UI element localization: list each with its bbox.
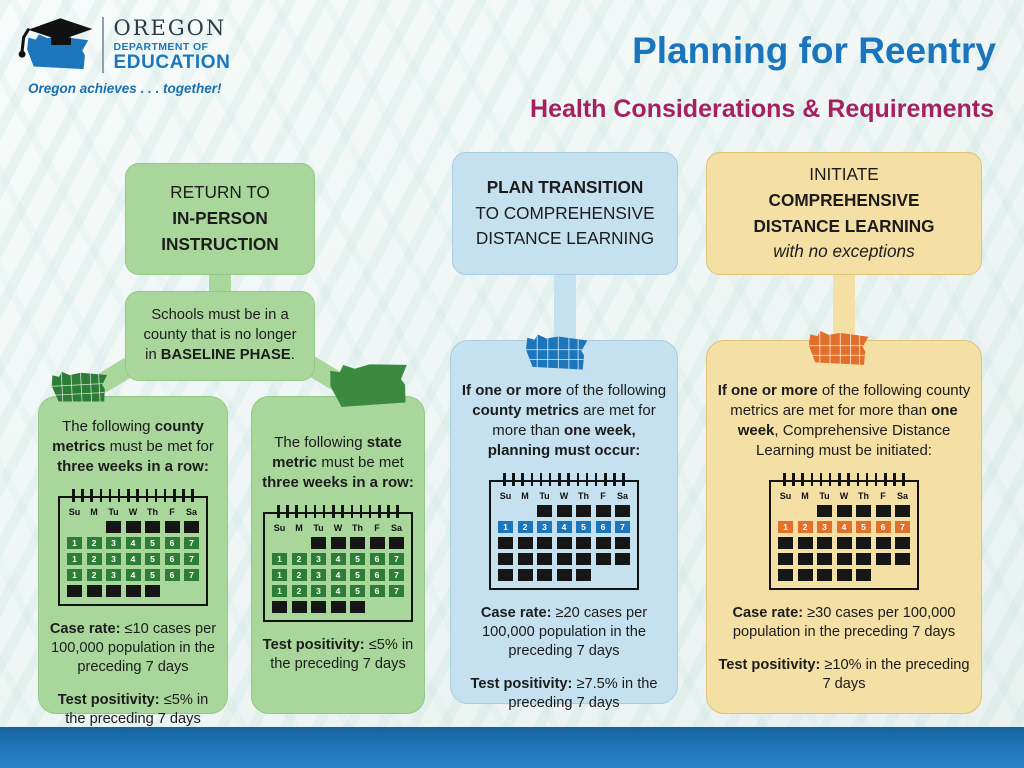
header-line: with no exceptions bbox=[773, 241, 915, 262]
green-branch-county-intro bbox=[49, 417, 217, 477]
calendar-cell: 1 bbox=[272, 585, 287, 597]
calendar-week-row bbox=[498, 505, 630, 517]
green-branch-county-box bbox=[38, 396, 228, 727]
bottom-accent-bar bbox=[0, 727, 1024, 768]
day-label: Su bbox=[68, 506, 81, 517]
calendar-cell bbox=[895, 505, 910, 517]
calendar-cell bbox=[518, 553, 533, 565]
calendar-cell bbox=[596, 537, 611, 549]
calendar-cell: 1 bbox=[498, 521, 513, 533]
calendar-cell bbox=[856, 505, 871, 517]
text-segment: ≥30 cases per 100,000 population in the preceding 7 days bbox=[732, 604, 956, 640]
text-segment: three weeks in a row: bbox=[57, 457, 209, 475]
calendar-day-headers bbox=[498, 491, 630, 501]
text-segment: ≥10% in the preceding 7 days bbox=[820, 656, 970, 692]
calendar-cell bbox=[389, 537, 404, 549]
calendar-cell: 5 bbox=[145, 553, 160, 565]
calendar-cell: 2 bbox=[798, 521, 813, 533]
calendar-cell bbox=[557, 569, 572, 581]
day-label: Th bbox=[858, 490, 869, 501]
day-label: F bbox=[374, 522, 380, 533]
calendar-cell bbox=[557, 537, 572, 549]
calendar-cell bbox=[817, 537, 832, 549]
calendar-cell: 2 bbox=[518, 521, 533, 533]
text-segment: BASELINE PHASE bbox=[160, 346, 291, 363]
calendar-cell bbox=[537, 569, 552, 581]
calendar-cell bbox=[876, 505, 891, 517]
calendar-cell: 2 bbox=[292, 553, 307, 565]
text-segment: county metrics bbox=[472, 401, 579, 419]
calendar-cell bbox=[876, 537, 891, 549]
day-label: Sa bbox=[896, 490, 908, 501]
calendar-cell: 2 bbox=[292, 569, 307, 581]
calendar-cell bbox=[272, 537, 287, 549]
page-subtitle: Health Considerations & Requirements bbox=[530, 95, 994, 123]
calendar-cell bbox=[370, 601, 385, 613]
calendar-cell: 6 bbox=[165, 553, 180, 565]
day-label: Th bbox=[578, 490, 589, 501]
day-label: Sa bbox=[185, 506, 197, 517]
yellow-body-box bbox=[706, 340, 982, 714]
calendar-week-row bbox=[498, 537, 630, 549]
calendar-cell: 7 bbox=[389, 585, 404, 597]
text-segment: are met for more than bbox=[492, 401, 656, 439]
day-label: Sa bbox=[616, 490, 628, 501]
header-line: DISTANCE LEARNING bbox=[475, 228, 655, 249]
calendar-cell: 1 bbox=[272, 553, 287, 565]
green-header-text bbox=[161, 180, 278, 257]
calendar-cell bbox=[518, 569, 533, 581]
day-label: W bbox=[839, 490, 849, 501]
calendar-week-row bbox=[272, 537, 404, 549]
calendar-cell: 4 bbox=[331, 585, 346, 597]
calendar-cell: 5 bbox=[145, 537, 160, 549]
calendar-cell bbox=[87, 585, 102, 597]
header-line: COMPREHENSIVE bbox=[768, 189, 920, 210]
calendar-cell bbox=[350, 537, 365, 549]
calendar-cell: 1 bbox=[778, 521, 793, 533]
text-segment: Case rate: bbox=[480, 604, 552, 621]
calendar-cell bbox=[798, 569, 813, 581]
calendar-cell: 4 bbox=[126, 569, 141, 581]
calendar-day-headers bbox=[778, 491, 910, 501]
calendar-cell bbox=[331, 601, 346, 613]
calendar-cell bbox=[557, 505, 572, 517]
county-metrics-calendar bbox=[39, 489, 227, 606]
calendar-cell bbox=[106, 521, 121, 533]
graduation-cap-oregon-icon bbox=[16, 12, 100, 78]
text-segment: Test positivity: bbox=[57, 691, 160, 708]
calendar-cell bbox=[126, 585, 141, 597]
calendar-cell bbox=[876, 569, 891, 581]
day-label: Tu bbox=[819, 490, 830, 501]
calendar-cell: 5 bbox=[856, 521, 871, 533]
calendar-week-row bbox=[778, 553, 910, 565]
calendar-cell: 1 bbox=[272, 569, 287, 581]
day-label: W bbox=[333, 522, 343, 533]
calendar-cell: 3 bbox=[311, 585, 326, 597]
calendar-cell bbox=[126, 521, 141, 533]
calendar-binder-rings bbox=[783, 473, 905, 486]
calendar-cell: 1 bbox=[67, 537, 82, 549]
calendar-week-row bbox=[67, 585, 199, 597]
calendar-binder-rings bbox=[72, 489, 194, 502]
test-positivity-stat bbox=[49, 691, 217, 729]
calendar-cell bbox=[876, 553, 891, 565]
calendar-cell bbox=[165, 521, 180, 533]
yellow-header-box bbox=[706, 152, 982, 275]
calendar-cell: 7 bbox=[389, 569, 404, 581]
calendar-cell: 5 bbox=[350, 569, 365, 581]
calendar-cell bbox=[856, 553, 871, 565]
calendar-cell: 3 bbox=[106, 569, 121, 581]
calendar-cell: 2 bbox=[292, 585, 307, 597]
text-segment: one week, planning must occur: bbox=[487, 421, 641, 459]
ode-logo bbox=[16, 12, 246, 96]
calendar-week-row bbox=[67, 537, 199, 549]
calendar-cell: 7 bbox=[895, 521, 910, 533]
calendar-day-headers bbox=[67, 507, 199, 517]
day-label: F bbox=[600, 490, 606, 501]
calendar-binder-rings bbox=[503, 473, 625, 486]
day-label: M bbox=[295, 522, 303, 533]
blue-body-box bbox=[450, 340, 678, 711]
calendar-cell bbox=[895, 537, 910, 549]
calendar-cell bbox=[798, 553, 813, 565]
text-segment: one week bbox=[737, 401, 958, 439]
calendar-week-row bbox=[272, 601, 404, 613]
calendar-cell: 6 bbox=[596, 521, 611, 533]
calendar-cell bbox=[817, 569, 832, 581]
calendar-cell bbox=[576, 505, 591, 517]
blue-body-intro bbox=[461, 381, 667, 461]
calendar-week-row bbox=[778, 521, 910, 533]
calendar-cell bbox=[596, 505, 611, 517]
calendar-cell: 6 bbox=[165, 537, 180, 549]
day-label: M bbox=[90, 506, 98, 517]
calendar-week-row bbox=[778, 537, 910, 549]
text-segment: ≤5% in the preceding 7 days bbox=[65, 691, 209, 727]
calendar-week-row bbox=[778, 505, 910, 517]
calendar-cell bbox=[778, 537, 793, 549]
calendar-cell bbox=[145, 585, 160, 597]
calendar-cell bbox=[518, 537, 533, 549]
day-label: F bbox=[169, 506, 175, 517]
calendar-cell: 3 bbox=[537, 521, 552, 533]
text-segment: county metrics bbox=[52, 418, 204, 455]
calendar-cell: 7 bbox=[615, 521, 630, 533]
calendar-cell: 6 bbox=[165, 569, 180, 581]
calendar-cell bbox=[184, 521, 199, 533]
calendar-cell: 2 bbox=[87, 569, 102, 581]
calendar-cell bbox=[837, 537, 852, 549]
text-segment: ≥20 cases per 100,000 population in the preceding 7 days bbox=[482, 604, 648, 659]
calendar-cell bbox=[67, 521, 82, 533]
calendar-cell bbox=[615, 553, 630, 565]
calendar-cell bbox=[778, 569, 793, 581]
calendar-cell: 5 bbox=[350, 585, 365, 597]
calendar-cell bbox=[837, 505, 852, 517]
calendar-cell bbox=[778, 553, 793, 565]
calendar-cell bbox=[837, 569, 852, 581]
text-segment: Test positivity: bbox=[718, 656, 821, 673]
calendar-cell bbox=[311, 601, 326, 613]
calendar-cell: 7 bbox=[184, 553, 199, 565]
calendar-cell bbox=[856, 537, 871, 549]
calendar-binder-rings bbox=[277, 505, 399, 518]
org-name-department-of: DEPARTMENT OF bbox=[113, 41, 209, 54]
state-metric-calendar bbox=[252, 505, 424, 622]
calendar-cell bbox=[537, 505, 552, 517]
calendar-cell bbox=[498, 505, 513, 517]
green-note-text bbox=[140, 306, 300, 366]
calendar-week-row bbox=[778, 569, 910, 581]
calendar-cell bbox=[165, 585, 180, 597]
calendar-cell bbox=[106, 585, 121, 597]
text-segment: ≥7.5% in the preceding 7 days bbox=[508, 675, 658, 711]
text-segment: The following bbox=[62, 418, 155, 435]
calendar-widget bbox=[58, 489, 208, 606]
day-label: Tu bbox=[313, 522, 324, 533]
calendar-cell bbox=[272, 601, 287, 613]
case-rate-stat bbox=[717, 604, 971, 642]
green-branch-state-box bbox=[251, 396, 425, 714]
calendar-cell bbox=[576, 553, 591, 565]
calendar-cell bbox=[576, 569, 591, 581]
calendar-week-row bbox=[498, 553, 630, 565]
calendar-cell bbox=[498, 537, 513, 549]
day-label: M bbox=[521, 490, 529, 501]
org-name-oregon: OREGON bbox=[113, 16, 227, 40]
test-positivity-stat bbox=[717, 656, 971, 694]
calendar-cell: 4 bbox=[126, 553, 141, 565]
calendar-cell bbox=[615, 537, 630, 549]
calendar-cell: 7 bbox=[184, 569, 199, 581]
calendar-cell: 6 bbox=[370, 569, 385, 581]
calendar-widget bbox=[263, 505, 413, 622]
case-rate-stat bbox=[461, 604, 667, 661]
day-label: Tu bbox=[539, 490, 550, 501]
calendar-week-row bbox=[498, 521, 630, 533]
calendar-cell: 4 bbox=[557, 521, 572, 533]
calendar-cell: 3 bbox=[311, 553, 326, 565]
blue-header-text bbox=[475, 175, 654, 252]
calendar-cell bbox=[615, 569, 630, 581]
calendar-cell bbox=[537, 553, 552, 565]
calendar-week-row bbox=[272, 553, 404, 565]
calendar-cell: 6 bbox=[370, 553, 385, 565]
calendar-cell bbox=[145, 521, 160, 533]
test-positivity-stat bbox=[461, 675, 667, 713]
calendar-cell: 5 bbox=[576, 521, 591, 533]
blue-header-box bbox=[452, 152, 678, 275]
calendar-cell: 3 bbox=[311, 569, 326, 581]
calendar-cell bbox=[292, 537, 307, 549]
header-line: INITIATE bbox=[809, 163, 879, 184]
day-label: Su bbox=[273, 522, 286, 533]
text-segment: ≤5% in the preceding 7 days bbox=[270, 636, 414, 672]
oregon-counties-map-green-icon bbox=[49, 362, 111, 409]
calendar-cell bbox=[576, 537, 591, 549]
calendar-cell bbox=[350, 601, 365, 613]
calendar-cell bbox=[798, 505, 813, 517]
header-line: INSTRUCTION bbox=[161, 233, 279, 254]
day-label: W bbox=[559, 490, 569, 501]
calendar-cell: 4 bbox=[331, 569, 346, 581]
header-line: TO COMPREHENSIVE bbox=[475, 202, 655, 223]
calendar-cell bbox=[778, 505, 793, 517]
text-segment: , Comprehensive Distance Learning must be initiated: bbox=[756, 421, 951, 459]
calendar-cell: 3 bbox=[106, 553, 121, 565]
calendar-week-row bbox=[272, 585, 404, 597]
text-segment: If one or more bbox=[717, 382, 818, 399]
calendar-cell bbox=[87, 521, 102, 533]
day-label: Tu bbox=[108, 506, 119, 517]
calendar-week-row bbox=[498, 569, 630, 581]
day-label: Th bbox=[352, 522, 363, 533]
page-title: Planning for Reentry bbox=[632, 30, 996, 71]
calendar-cell bbox=[184, 585, 199, 597]
calendar-week-row bbox=[272, 569, 404, 581]
calendar-cell: 1 bbox=[67, 553, 82, 565]
calendar-cell bbox=[615, 505, 630, 517]
calendar-cell bbox=[837, 553, 852, 565]
calendar-cell: 7 bbox=[184, 537, 199, 549]
calendar-week-row bbox=[67, 569, 199, 581]
text-segment: Test positivity: bbox=[262, 636, 365, 653]
calendar-cell: 6 bbox=[370, 585, 385, 597]
calendar-cell bbox=[518, 505, 533, 517]
day-label: Su bbox=[499, 490, 512, 501]
text-segment: must be met for bbox=[105, 437, 214, 455]
calendar-cell: 5 bbox=[145, 569, 160, 581]
text-segment: Case rate: bbox=[49, 620, 121, 637]
yellow-header-text bbox=[753, 162, 934, 265]
calendar-cell bbox=[817, 505, 832, 517]
calendar-cell: 4 bbox=[126, 537, 141, 549]
text-segment: ≤10 cases per 100,000 population in the preceding 7 days bbox=[51, 620, 217, 675]
calendar-cell bbox=[798, 537, 813, 549]
calendar-cell: 3 bbox=[817, 521, 832, 533]
calendar-cell bbox=[331, 537, 346, 549]
org-name-education: EDUCATION bbox=[113, 52, 231, 74]
calendar-week-row bbox=[67, 553, 199, 565]
text-segment: Schools must be in a county that is no longer in bbox=[143, 307, 297, 363]
calendar-cell bbox=[498, 553, 513, 565]
calendar-cell bbox=[817, 553, 832, 565]
calendar-cell: 4 bbox=[331, 553, 346, 565]
calendar-widget bbox=[769, 473, 919, 590]
day-label: Th bbox=[147, 506, 158, 517]
calendar-cell bbox=[292, 601, 307, 613]
text-segment: three weeks in a row: bbox=[262, 473, 414, 491]
case-rate-stat bbox=[49, 620, 217, 677]
calendar-cell: 5 bbox=[350, 553, 365, 565]
yellow-metrics-calendar bbox=[707, 473, 981, 590]
day-label: M bbox=[801, 490, 809, 501]
green-header-box bbox=[125, 163, 315, 275]
text-segment: state metric bbox=[272, 434, 402, 471]
green-branch-state-intro bbox=[262, 433, 414, 493]
day-label: Su bbox=[779, 490, 792, 501]
calendar-day-headers bbox=[272, 523, 404, 533]
header-line: PLAN TRANSITION bbox=[486, 176, 644, 197]
text-segment: If one or more bbox=[461, 382, 562, 399]
oregon-counties-map-blue-icon bbox=[524, 327, 590, 375]
text-segment: must be met bbox=[317, 453, 404, 471]
header-line: DISTANCE LEARNING bbox=[753, 215, 935, 236]
calendar-cell bbox=[389, 601, 404, 613]
text-segment: Test positivity: bbox=[470, 675, 573, 692]
header-line: RETURN TO bbox=[170, 182, 270, 203]
calendar-cell bbox=[596, 569, 611, 581]
calendar-cell: 6 bbox=[876, 521, 891, 533]
calendar-cell bbox=[311, 537, 326, 549]
text-segment: of the following bbox=[561, 382, 667, 399]
text-segment: . bbox=[290, 346, 295, 363]
calendar-cell bbox=[856, 569, 871, 581]
calendar-cell bbox=[67, 585, 82, 597]
day-label: F bbox=[880, 490, 886, 501]
calendar-cell bbox=[537, 537, 552, 549]
day-label: W bbox=[128, 506, 138, 517]
calendar-cell bbox=[370, 537, 385, 549]
calendar-cell bbox=[498, 569, 513, 581]
calendar-cell: 4 bbox=[837, 521, 852, 533]
green-note-box bbox=[125, 291, 315, 381]
test-positivity-stat bbox=[262, 636, 414, 674]
calendar-widget bbox=[489, 473, 639, 590]
text-segment: of the following county metrics are met for more than bbox=[730, 382, 971, 419]
calendar-cell bbox=[895, 569, 910, 581]
oregon-counties-map-orange-icon bbox=[807, 323, 871, 371]
calendar-cell: 1 bbox=[67, 569, 82, 581]
calendar-cell: 2 bbox=[87, 537, 102, 549]
calendar-cell bbox=[895, 553, 910, 565]
header-line: IN-PERSON bbox=[172, 208, 268, 229]
calendar-cell bbox=[596, 553, 611, 565]
calendar-cell: 2 bbox=[87, 553, 102, 565]
calendar-week-row bbox=[67, 521, 199, 533]
calendar-cell bbox=[557, 553, 572, 565]
day-label: Sa bbox=[390, 522, 402, 533]
text-segment: Case rate: bbox=[732, 604, 804, 621]
logo-divider bbox=[102, 17, 104, 73]
text-segment: The following bbox=[274, 434, 367, 451]
calendar-cell: 3 bbox=[106, 537, 121, 549]
logo-tagline: Oregon achieves . . . together! bbox=[28, 81, 222, 96]
yellow-body-intro bbox=[717, 381, 971, 461]
blue-metrics-calendar bbox=[451, 473, 677, 590]
calendar-cell: 7 bbox=[389, 553, 404, 565]
